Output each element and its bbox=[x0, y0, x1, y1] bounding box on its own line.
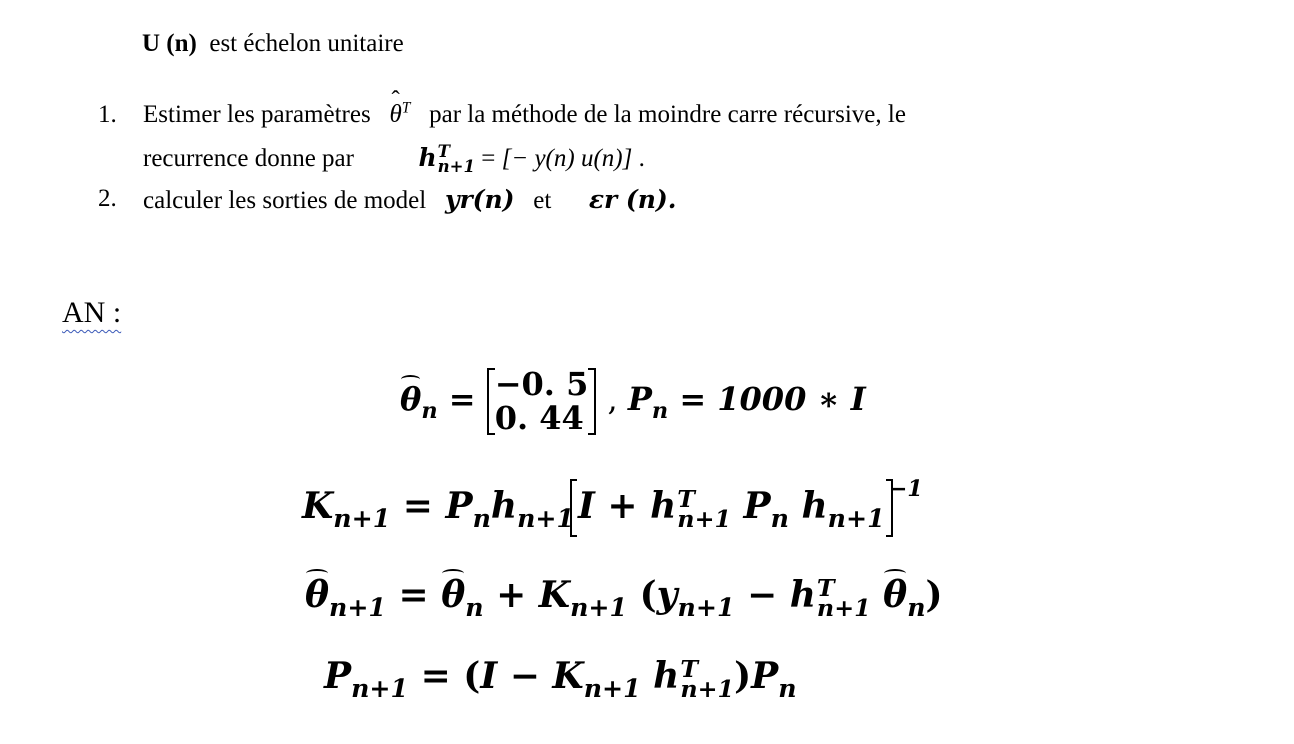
theta-matrix bbox=[487, 365, 597, 437]
intro-line bbox=[142, 30, 404, 58]
an-label-text: AN : bbox=[62, 296, 122, 329]
theta-transpose-sup: T bbox=[401, 99, 411, 117]
item-1-line-1 bbox=[143, 101, 906, 129]
theta-hat: θ bbox=[400, 380, 422, 419]
matrix-row-2: 0. 44 bbox=[494, 398, 584, 437]
item-1-line-2: recurrence donne par h T n+1 = [− y(n) u(n)] . bbox=[143, 142, 645, 176]
p-symbol: P bbox=[627, 380, 652, 419]
equation-p-update: $P_{n+1} = (I - K_{n+1}$ h T n+1 )$P_n$ bbox=[324, 654, 797, 703]
item-1-line2-text: recurrence donne par bbox=[143, 145, 354, 172]
equation-theta-update: $\theta_{n+1} = \theta_n + K_{n+1}$ ($y_{n+1} - h$ T n+1 $\theta_n$) bbox=[305, 573, 943, 622]
yr-hat-expr: yr(n) bbox=[444, 185, 515, 214]
item-2-et: et bbox=[533, 187, 552, 214]
matrix-row-1: −0. 5 bbox=[494, 365, 589, 403]
intro-u: U (n) bbox=[142, 30, 197, 57]
h-vector-rhs: [− y(n) u(n)] bbox=[501, 145, 633, 172]
h-transpose-expr: h T n+1 bbox=[418, 142, 475, 176]
theta-hat-symbol: ̂ θ bbox=[389, 101, 401, 129]
item-1-text-post: par la méthode de la moindre carre récursive, le bbox=[429, 101, 906, 128]
item-2-text-pre: calculer les sorties de model bbox=[143, 187, 427, 214]
item-2-line bbox=[143, 185, 676, 215]
equation-initial-values: $\theta_n$ = −0. 5 0. 44 , $P_n = 1000$ ∗ I bbox=[400, 365, 866, 437]
item-2-number: 2. bbox=[98, 185, 117, 212]
theta-sub-n: n bbox=[421, 397, 438, 424]
er-expr: εr (n). bbox=[588, 185, 677, 214]
item-1-text-pre: Estimer les paramètres bbox=[143, 101, 371, 128]
p-value: 1000 ∗ I bbox=[717, 380, 866, 419]
item-1-number: 1. bbox=[98, 101, 117, 128]
intro-text: est échelon unitaire bbox=[209, 30, 404, 57]
an-label bbox=[62, 296, 121, 330]
equation-gain: $K_{n+1} = P_nh_{n+1}$ I + h T n+1 $P_n$ $h_{n+1}^{-1}$ bbox=[302, 476, 923, 533]
